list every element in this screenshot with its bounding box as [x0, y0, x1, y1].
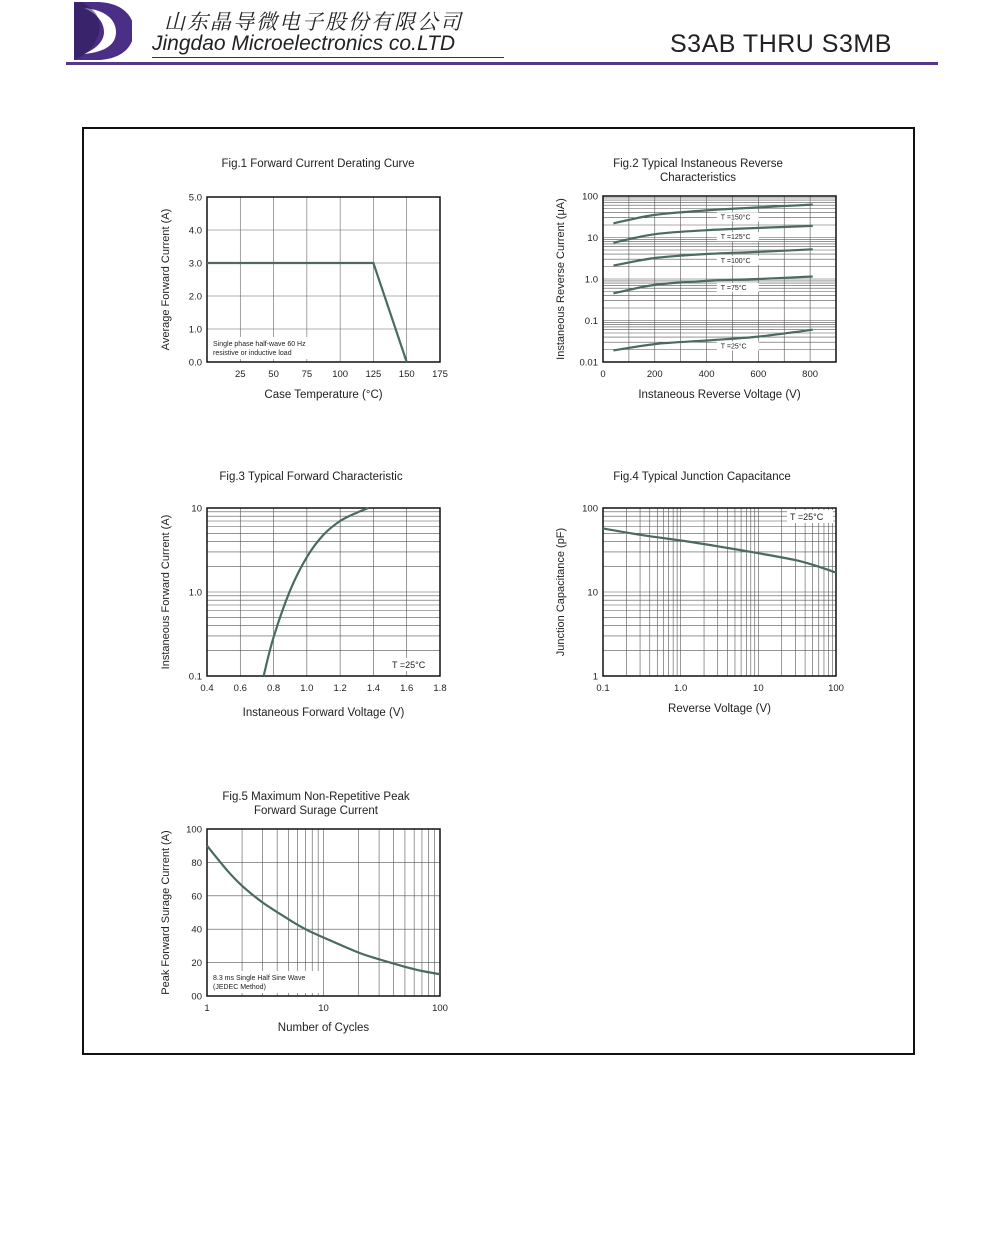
- fig1-x-tick-label: 75: [301, 369, 313, 380]
- fig2-series-label-1: T =125°C: [720, 234, 751, 242]
- fig4-y-tick-label: 10: [587, 587, 598, 599]
- fig2-x-tick-label: 600: [750, 369, 767, 380]
- fig5-x-axis-label: Number of Cycles: [277, 1022, 370, 1034]
- fig3-x-tick-label: 1.4: [366, 683, 381, 694]
- fig1-y-axis-label: Average Forward Current (A): [160, 208, 172, 351]
- fig4-title: Fig.4 Typical Junction Capacitance: [613, 471, 791, 483]
- fig1-x-tick-label: 175: [432, 369, 448, 380]
- fig4-series-line-0: [603, 529, 836, 573]
- fig3-y-tick-label: 1.0: [188, 587, 202, 599]
- fig1-y-tick-label: 1.0: [188, 324, 202, 336]
- fig5-y-tick-label: 60: [191, 891, 202, 903]
- fig1-y-tick-label: 3.0: [188, 258, 202, 270]
- fig3-x-tick-label: 0.4: [200, 683, 214, 694]
- fig5-annotation-line-0: 8.3 ms Single Half Sine Wave: [213, 975, 306, 982]
- fig4-y-tick-label: 1: [592, 671, 598, 683]
- fig5-title: Fig.5 Maximum Non-Repetitive Peak: [222, 791, 410, 803]
- fig3-x-tick-label: 1.8: [433, 683, 447, 694]
- fig5-y-tick-label: 100: [186, 824, 202, 836]
- fig1-y-tick-label: 0.0: [188, 357, 202, 369]
- fig3-x-tick-label: 1.6: [400, 683, 414, 694]
- fig3-y-tick-label: 10: [191, 503, 202, 515]
- fig5-x-tick-label: 100: [432, 1003, 448, 1014]
- fig1-y-tick-label: 4.0: [188, 225, 202, 237]
- fig2-y-tick-label: 0.01: [579, 357, 598, 369]
- fig2-series-label-0: T =150°C: [720, 214, 751, 222]
- fig1-x-axis-label: Case Temperature (°C): [264, 389, 383, 401]
- fig2-series-label-2: T =100°C: [720, 258, 751, 266]
- fig2-x-tick-label: 200: [646, 369, 663, 380]
- fig1-x-tick-label: 25: [234, 369, 246, 380]
- fig2-y-axis-label: Instaneous Reverse Current (μA): [555, 198, 567, 360]
- fig2-title-line2: Characteristics: [659, 172, 737, 184]
- fig4-y-axis-label: Junction Capacitance (pF): [555, 527, 567, 657]
- fig2-y-tick-label: 10: [587, 233, 598, 244]
- fig4-x-tick-label: 100: [828, 683, 844, 694]
- fig2-series-line-2: [613, 249, 812, 265]
- fig1-y-tick-label: 2.0: [188, 291, 202, 303]
- fig3-title: Fig.3 Typical Forward Characteristic: [219, 471, 403, 483]
- fig2-series-label-3: T =75°C: [720, 284, 747, 292]
- fig2-series-line-0: [613, 205, 812, 224]
- fig3-x-tick-label: 0.6: [233, 683, 247, 694]
- fig2-y-tick-label: 1.0: [584, 274, 598, 286]
- fig5-y-tick-label: 00: [191, 991, 202, 1003]
- fig5-title-line2: Forward Surage Current: [254, 805, 378, 817]
- fig1-y-tick-label: 5.0: [188, 192, 202, 204]
- fig1-x-tick-label: 50: [268, 369, 279, 380]
- fig4-x-axis-label: Reverse Voltage (V): [668, 703, 771, 715]
- fig3-annotation: T =25°C: [392, 660, 426, 670]
- fig3-x-tick-label: 0.8: [266, 683, 281, 694]
- fig4-annotation: T =25°C: [790, 512, 824, 522]
- fig3-y-tick-label: 0.1: [188, 671, 202, 683]
- part-number-range: S3AB THRU S3MB: [670, 30, 892, 58]
- fig1-x-tick-label: 150: [398, 369, 415, 380]
- fig3-x-tick-label: 1.2: [333, 683, 347, 694]
- fig2-series-label-4: T =25°C: [720, 343, 747, 351]
- fig5-y-tick-label: 80: [191, 857, 202, 869]
- fig2-series-line-1: [613, 226, 812, 243]
- fig2-x-axis-label: Instaneous Reverse Voltage (V): [638, 389, 801, 401]
- fig1-title: Fig.1 Forward Current Derating Curve: [221, 158, 415, 170]
- fig2-y-tick-label: 100: [582, 191, 598, 203]
- fig2-title: Fig.2 Typical Instaneous Reverse: [613, 158, 783, 170]
- fig5-y-axis-label: Peak Forward Surage Current (A): [160, 830, 172, 995]
- fig5-y-tick-label: 40: [191, 924, 202, 936]
- fig3-x-tick-label: 1.0: [300, 683, 314, 694]
- fig4-x-tick-label: 10: [753, 683, 764, 694]
- fig1-x-tick-label: 100: [332, 369, 349, 380]
- fig5-y-tick-label: 20: [191, 958, 202, 970]
- fig1-x-tick-label: 125: [365, 369, 382, 380]
- company-name-english: Jingdao Microelectronics co.LTD: [152, 32, 456, 55]
- fig4-x-tick-label: 0.1: [596, 683, 610, 694]
- fig3-x-axis-label: Instaneous Forward Voltage (V): [242, 707, 405, 719]
- fig5-x-tick-label: 10: [318, 1003, 329, 1014]
- fig2-x-tick-label: 400: [698, 369, 715, 380]
- fig2-y-tick-label: 0.1: [584, 316, 598, 327]
- company-name-chinese: 山东晶导微电子股份有限公司: [164, 10, 463, 34]
- fig2-x-tick-label: 800: [802, 369, 819, 380]
- fig3-y-axis-label: Instaneous Forward Current (A): [160, 514, 172, 670]
- fig1-annotation-line-1: resistive or inductive load: [213, 350, 292, 357]
- fig5-x-tick-label: 1: [204, 1003, 210, 1014]
- fig5-annotation-line-1: (JEDEC Method): [213, 984, 266, 991]
- fig1-annotation-line-0: Single phase half-wave 60 Hz: [213, 341, 306, 348]
- fig4-y-tick-label: 100: [582, 503, 598, 515]
- fig4-x-tick-label: 1.0: [674, 683, 688, 694]
- fig2-x-tick-label: 0: [600, 369, 606, 380]
